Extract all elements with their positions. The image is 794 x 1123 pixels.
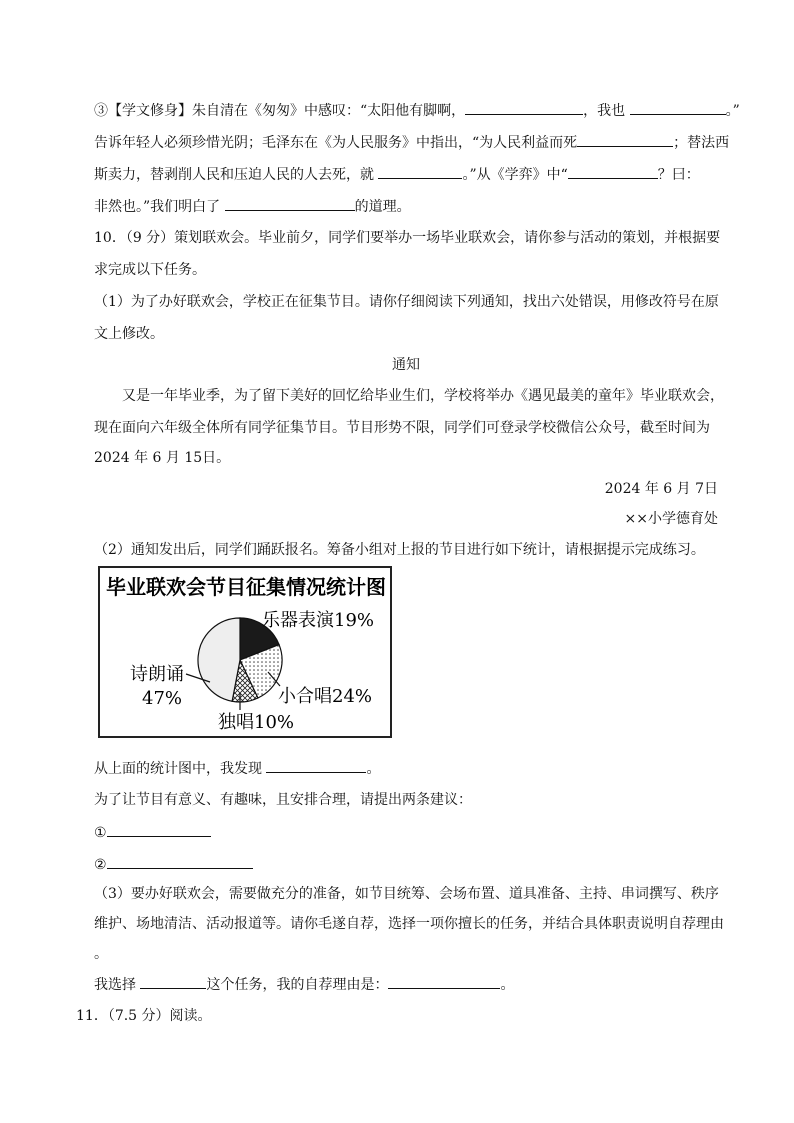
pie-slice-recitation: [198, 618, 240, 701]
discover-text: 。: [366, 761, 381, 777]
discover-text: 从上面的统计图中，我发现: [94, 761, 267, 777]
slice-label-recitation: 诗朗诵: [130, 664, 184, 685]
notice-date: 2024 年 6 月 7日: [604, 481, 718, 497]
suggestion-number: ②: [94, 857, 107, 873]
q9-line-4: [94, 196, 411, 217]
q9-text: 。”: [725, 103, 740, 119]
answer-blank[interactable]: [107, 854, 253, 869]
chart-title: 毕业联欢会节目征集情况统计图: [106, 575, 386, 599]
q9-text: ③【学文修身】朱自清在《匆匆》中感叹：“太阳他有脚啊，: [94, 103, 466, 119]
answer-blank[interactable]: [630, 100, 726, 115]
pie-chart-figure: [98, 566, 392, 738]
q9-text: ？曰：: [657, 167, 700, 183]
q10-heading: 10．（9 分）策划联欢会。毕业前夕，同学们要举办一场毕业联欢会，请你参与活动的策划，并根据要: [94, 230, 721, 246]
q9-text: 斯卖力，替剥削人民和压迫人民的人去死，就: [94, 167, 379, 183]
q10-heading-cont: 求完成以下任务。: [94, 262, 206, 278]
q10-part1-cont: 文上修改。: [94, 326, 164, 342]
suggestion-1: [94, 822, 211, 843]
q9-line-1: [94, 100, 740, 121]
pie-chart-svg: [100, 568, 390, 736]
slice-label-small-chorus: 小合唱24%: [278, 686, 373, 707]
answer-blank[interactable]: [225, 196, 355, 211]
choose-text: 。: [500, 977, 515, 993]
suggestion-number: ①: [94, 825, 107, 841]
slice-label-solo: 独唱10%: [218, 712, 295, 733]
q9-line-3: [94, 164, 700, 185]
answer-blank[interactable]: [388, 974, 500, 989]
answer-blank[interactable]: [465, 100, 583, 115]
slice-label-recitation-value: 47%: [142, 688, 183, 709]
slice-label-instruments: 乐器表演19%: [262, 610, 375, 631]
answer-blank[interactable]: [568, 164, 658, 179]
answer-blank[interactable]: [577, 132, 673, 147]
discover-line: [94, 758, 380, 779]
q10-part1: （1）为了办好联欢会，学校正在征集节目。请你仔细阅读下列通知，找出六处错误，用修改符号在原: [94, 294, 719, 310]
q9-line-2: [94, 132, 729, 153]
q9-text: 告诉年轻人必须珍惜光阴；毛泽东在《为人民服务》中指出，“为人民利益而死: [94, 135, 578, 151]
q10-part3-cont: 维护、场地清洁、活动报道等。请你毛遂自荐，选择一项你擅长的任务，并结合具体职责说明自荐理由: [94, 916, 724, 932]
q10-part2: （2）通知发出后，同学们踊跃报名。筹备小组对上报的节目进行如下统计，请根据提示完成练习。: [94, 542, 705, 558]
q10-part3-end: 。: [94, 946, 108, 962]
choose-text: 我选择: [94, 977, 141, 993]
notice-title: 通知: [392, 357, 420, 373]
notice-body-2: 现在面向六年级全体所有同学征集节目。节目形势不限，同学们可登录学校微信公众号，截至时间为: [94, 420, 710, 436]
choose-text: 这个任务，我的自荐理由是：: [206, 977, 389, 993]
q9-text: ；替法西: [673, 135, 730, 151]
q10-part3: （3）要办好联欢会，需要做充分的准备，如节目统筹、会场布置、道具准备、主持、串词撰写、秩序: [94, 886, 719, 902]
q9-text: 非然也。”我们明白了: [94, 199, 225, 215]
notice-body-1: 又是一年毕业季，为了留下美好的回忆给毕业生们，学校将举办《遇见最美的童年》毕业联欢会，: [122, 388, 724, 404]
notice-body-3: 2024 年 6 月 15日。: [94, 450, 231, 466]
suggest-line: 为了让节目有意义、有趣味，且安排合理，请提出两条建议：: [94, 792, 472, 808]
q11-heading: 11．（7.5 分）阅读。: [76, 1008, 212, 1024]
q9-text: 的道理。: [354, 199, 411, 215]
suggestion-2: [94, 854, 253, 875]
q9-text: ，我也: [583, 103, 630, 119]
answer-blank[interactable]: [140, 974, 206, 989]
q9-text: 。”从《学弈》中“: [462, 167, 568, 183]
answer-blank[interactable]: [378, 164, 462, 179]
notice-signature: ××小学德育处: [624, 511, 718, 527]
answer-blank[interactable]: [266, 758, 366, 773]
choose-line: [94, 974, 514, 995]
answer-blank[interactable]: [107, 822, 211, 837]
